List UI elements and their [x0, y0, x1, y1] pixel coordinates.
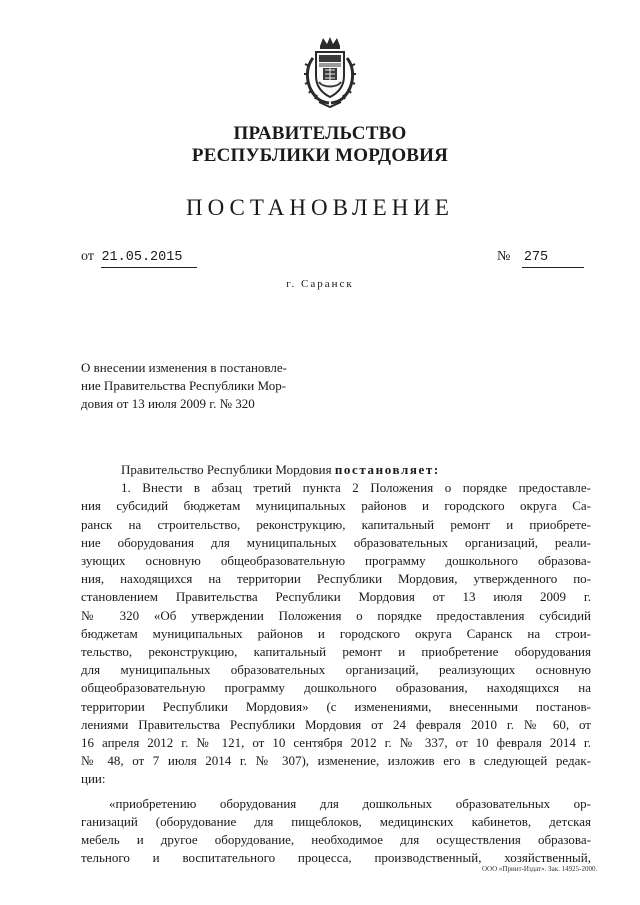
- body-line: для муниципальных образовательных организаций, реализующих основную: [81, 662, 591, 678]
- quote-line: «приобретению оборудования для дошкольных образовательных ор-: [109, 795, 591, 811]
- intro-prefix: Правительство Республики Мордовия: [121, 462, 335, 477]
- body-line: тельство, реконструкцию, капитальный ремонт и приобретение оборудования: [81, 644, 591, 660]
- number-value: 275: [522, 249, 584, 268]
- body-line: зующих основную общеобразовательную программу дошкольного образова-: [81, 553, 591, 569]
- body-line: бюджетам муниципальных районов и городского округа Саранск на строи-: [81, 625, 591, 641]
- intro-line: [81, 461, 591, 479]
- body-line: ния, находящихся на территории Республики Мордовия, утвержденного по-: [81, 571, 591, 587]
- body-line: ния субсидий бюджетам муниципальных районов и городского округа Са-: [81, 498, 591, 514]
- coat-of-arms-icon: [303, 36, 357, 110]
- body-line: ранск на строительство, реконструкцию, капитальный ремонт и приобрете-: [81, 516, 591, 532]
- date-prefix: от: [81, 249, 94, 264]
- body-line: ции:: [81, 771, 106, 787]
- quote-line: ганизаций (оборудование для пищеблоков, медицинских кабинетов, детская: [81, 813, 591, 829]
- body-line: лениями Правительства Республики Мордовия от 24 февраля 2010 г. № 60, от: [81, 716, 591, 732]
- subject-block: [81, 359, 356, 413]
- document-type-title: ПОСТАНОВЛЕНИЕ: [186, 195, 454, 220]
- date-field: [81, 248, 197, 268]
- date-value: 21.05.2015: [101, 249, 197, 268]
- quote-line: мебель и другое оборудование, необходимое для осуществления образова-: [81, 832, 591, 848]
- intro-emphasis: постановляет:: [334, 462, 440, 477]
- body-line: № 48, от 7 июля 2014 г. № 307), изменение, изложив его в следующей редак-: [81, 753, 591, 769]
- print-mark: ООО «Принт-Издат». Зак. 14925-2000.: [482, 865, 598, 873]
- government-title-line2: РЕСПУБЛИКИ МОРДОВИЯ: [191, 145, 449, 166]
- body-text: [81, 461, 591, 867]
- subject-line: довия от 13 июля 2009 г. № 320: [81, 396, 255, 411]
- body-line: 1. Внести в абзац третий пункта 2 Положения о порядке предоставле-: [121, 480, 591, 496]
- body-line: 16 апреля 2012 г. № 121, от 10 сентября 2012 г. № 337, от 10 февраля 2014 г.: [81, 735, 591, 751]
- city-label: г. Саранск: [286, 278, 354, 290]
- body-line: территории Республики Мордовия» (с изменениями, внесенными постанов-: [81, 698, 591, 714]
- number-field: [497, 248, 584, 268]
- subject-line: ние Правительства Республики Мор-: [81, 378, 287, 393]
- body-line: общеобразовательную программу дошкольного образования, находящихся на: [81, 680, 591, 696]
- government-title-line1: ПРАВИТЕЛЬСТВО: [233, 123, 407, 144]
- body-line: ние оборудования для муниципальных образовательных организаций, реали-: [81, 534, 591, 550]
- number-prefix: №: [497, 249, 511, 264]
- subject-line: О внесении изменения в постановле-: [81, 360, 287, 375]
- body-line: становлением Правительства Республики Мордовия от 13 июля 2009 г.: [81, 589, 591, 605]
- body-line: № 320 «Об утверждении Положения о порядке предоставления субсидий: [81, 607, 591, 623]
- quote-line: тельного и воспитательного процесса, производственный, хозяйственный,: [81, 850, 591, 866]
